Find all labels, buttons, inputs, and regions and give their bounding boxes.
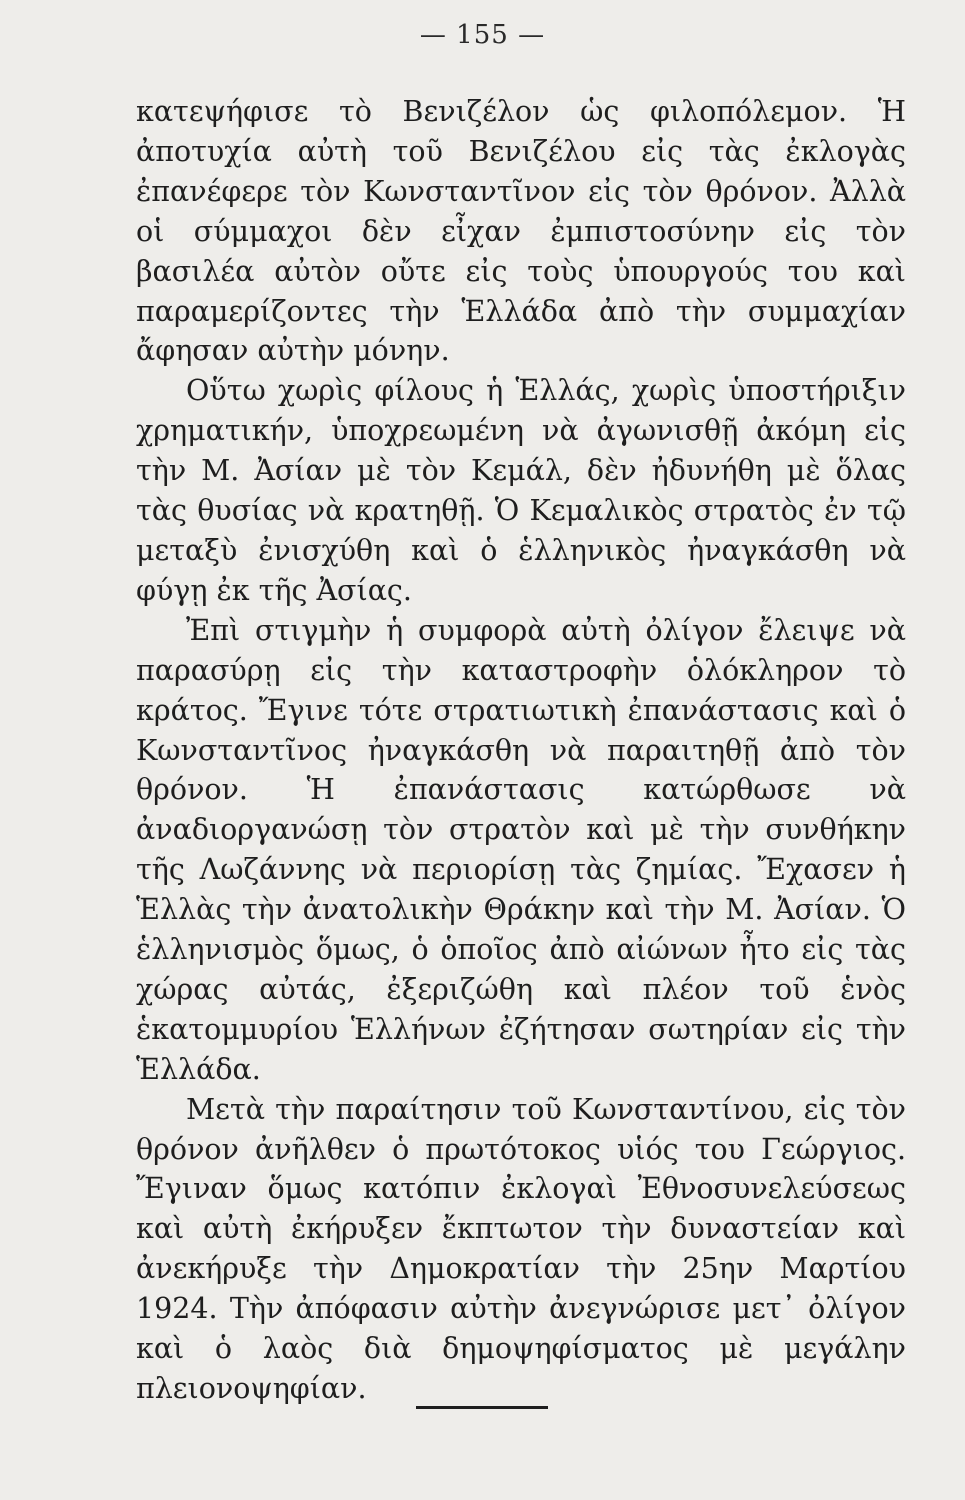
end-rule <box>416 1406 548 1409</box>
paragraph-4: Μετὰ τὴν παραίτησιν τοῦ Κωνσταντίνου, εἰς τὸν θρόνον ἀνῆλθεν ὁ πρωτότοκος υἱός του Γεώργιος. Ἔγιναν ὅμως κατόπιν ἐκλογαὶ Ἐθνοσυνελεύσεως καὶ αὐτὴ ἐκήρυξεν ἔκπτωτον τὴν δυναστείαν καὶ ἀνεκήρυξε τὴν Δημοκρατίαν τὴν 25ην Μαρτίου 1924. Τὴν ἀπόφασιν αὐτὴν ἀνεγνώρισε μετ᾽ ὀλίγον καὶ ὁ λαὸς διὰ δημοψηφίσματος μὲ μεγάλην πλειονοψηφίαν. <box>136 1092 906 1405</box>
paragraph-1: κατεψήφισε τὸ Βενιζέλον ὡς φιλοπόλεμον. Ἡ ἀποτυχία αὐτὴ τοῦ Βενιζέλου εἰς τὰς ἐκλογὰς ἐπανέφερε τὸν Κωνσταντῖνον εἰς τὸν θρόνον. Ἀλλὰ οἱ σύμμαχοι δὲν εἶχαν ἐμπιστοσύνην εἰς τὸν βασιλέα αὐτὸν οὔτε εἰς τοὺς ὑπουργούς του καὶ παραμερίζοντες τὴν Ἑλλάδα ἀπὸ τὴν συμμαχίαν ἄφησαν αὐτὴν μόνην. <box>136 95 906 368</box>
paragraph-3: Ἐπὶ στιγμὴν ἡ συμφορὰ αὐτὴ ὀλίγον ἔλειψε νὰ παρασύρῃ εἰς τὴν καταστροφὴν ὁλόκληρον τὸ κράτος. Ἔγινε τότε στρατιωτικὴ ἐπανάστασις καὶ ὁ Κωνσταντῖνος ἠναγκάσθη νὰ παραιτηθῇ ἀπὸ τὸν θρόνον. Ἡ ἐπανάστασις κατώρθωσε νὰ ἀναδιοργανώσῃ τὸν στρατὸν καὶ μὲ τὴν συνθήκην τῆς Λωζάννης νὰ περιορίσῃ τὰς ζημίας. Ἔχασεν ἡ Ἑλλὰς τὴν ἀνατολικὴν Θράκην καὶ τὴν Μ. Ἀσίαν. Ὁ ἑλληνισμὸς ὅμως, ὁ ὁποῖος ἀπὸ αἰώνων ἦτο εἰς τὰς χώρας αὐτάς, ἐξεριζώθη καὶ πλέον τοῦ ἑνὸς ἑκατομμυρίου Ἑλλήνων ἐζήτησαν σωτηρίαν εἰς τὴν Ἑλλάδα. <box>136 613 906 1086</box>
page-number: — 155 — <box>419 20 546 50</box>
paragraph-2: Οὕτω χωρὶς φίλους ἡ Ἑλλάς, χωρὶς ὑποστήριξιν χρηματικήν, ὑποχρεωμένη νὰ ἀγωνισθῇ ἀκόμη εἰς τὴν Μ. Ἀσίαν μὲ τὸν Κεμάλ, δὲν ἠδυνήθη μὲ ὅλας τὰς θυσίας νὰ κρατηθῇ. Ὁ Κεμαλικὸς στρατὸς ἐν τῷ μεταξὺ ἐνισχύθη καὶ ὁ ἑλληνικὸς ἠναγκάσθη νὰ φύγῃ ἐκ τῆς Ἀσίας. <box>136 374 906 607</box>
body-text <box>136 92 906 1409</box>
